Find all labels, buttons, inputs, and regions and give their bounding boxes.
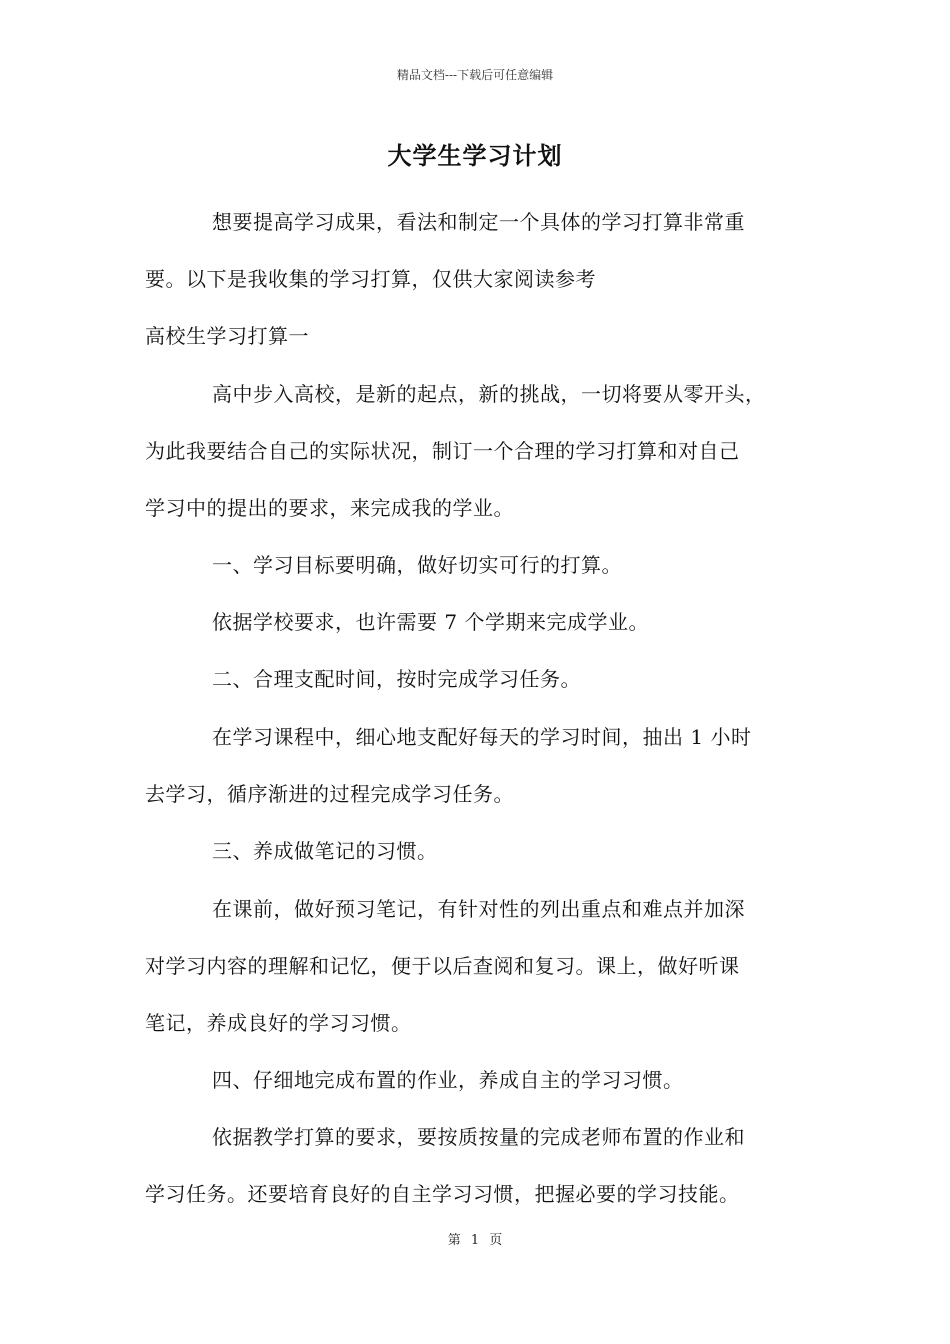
paragraph-line: 学习任务。还要培育良好的自主学习习惯，把握必要的学习技能。 — [145, 1182, 740, 1206]
page-number: 1 — [470, 1233, 480, 1248]
footer-prefix: 第 — [447, 1233, 461, 1248]
header-note: 精品文档---下载后可任意编辑 — [396, 68, 554, 82]
paragraph-line: 四、仔细地完成布置的作业，养成自主的学习习惯。 — [212, 1068, 684, 1092]
paragraph-line: 二、合理支配时间，按时完成学习任务。 — [212, 667, 581, 691]
paragraph-line: 依据教学打算的要求，要按质按量的完成老师布置的作业和 — [212, 1125, 745, 1149]
paragraph-line: 想要提高学习成果，看法和制定一个具体的学习打算非常重 — [212, 210, 745, 234]
footer-suffix: 页 — [489, 1233, 503, 1248]
document-title: 大学生学习计划 — [387, 141, 563, 170]
paragraph-line: 一、学习目标要明确，做好切实可行的打算。 — [212, 553, 622, 577]
paragraph-line: 学习中的提出的要求，来完成我的学业。 — [145, 496, 514, 520]
paragraph-line: 高中步入高校，是新的起点，新的挑战，一切将要从零开头， — [212, 382, 766, 406]
page-footer — [0, 1229, 950, 1248]
paragraph-line: 笔记，养成良好的学习习惯。 — [145, 1011, 412, 1035]
section-heading: 高校生学习打算一 — [145, 324, 309, 348]
paragraph-line: 要。以下是我收集的学习打算，仅供大家阅读参考 — [145, 267, 596, 291]
paragraph-line: 在学习课程中，细心地支配好每天的学习时间，抽出 1 小时 — [212, 725, 752, 749]
paragraph-line: 为此我要结合自己的实际状况，制订一个合理的学习打算和对自己 — [145, 439, 740, 463]
paragraph-line: 三、养成做笔记的习惯。 — [212, 839, 438, 863]
paragraph-line: 去学习，循序渐进的过程完成学习任务。 — [145, 782, 514, 806]
paragraph-line: 依据学校要求，也许需要 7 个学期来完成学业。 — [212, 610, 649, 634]
paragraph-line: 在课前，做好预习笔记，有针对性的列出重点和难点并加深 — [212, 897, 745, 921]
paragraph-line: 对学习内容的理解和记忆，便于以后查阅和复习。课上，做好听课 — [145, 954, 740, 978]
